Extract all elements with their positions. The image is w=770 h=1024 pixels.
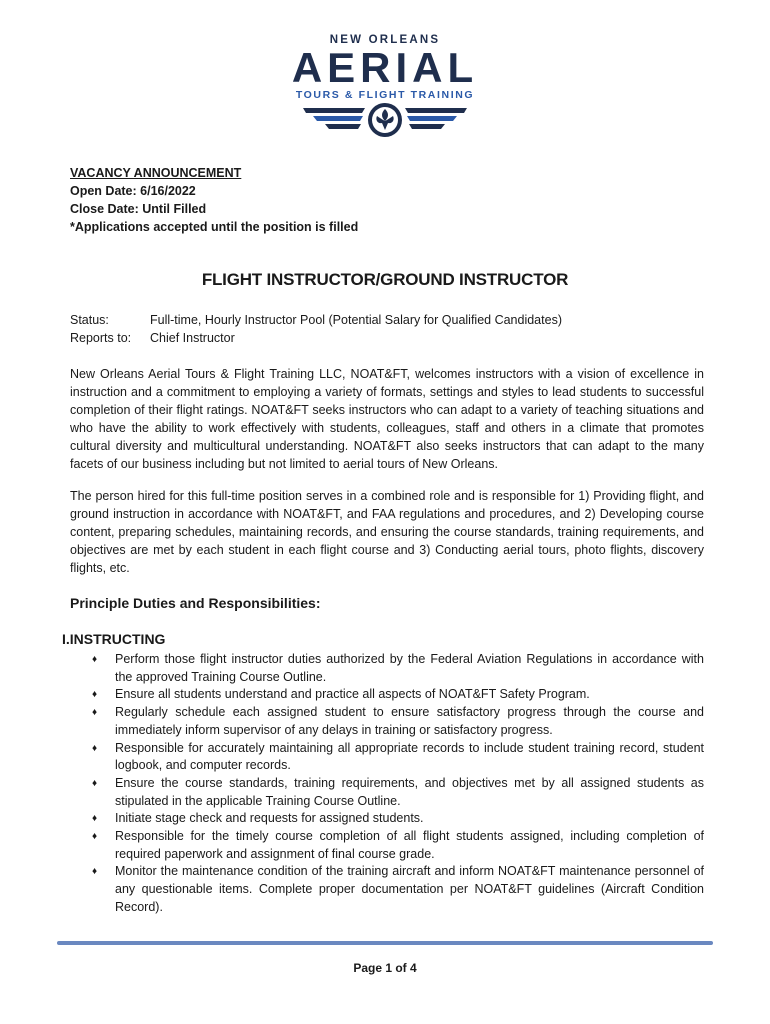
section-title: I.INSTRUCTING bbox=[62, 631, 166, 647]
vacancy-heading: VACANCY ANNOUNCEMENT bbox=[70, 166, 242, 180]
list-item: ♦ Responsible for accurately maintaining all appropriate records to include student training record, student logbook, and computer records. bbox=[92, 740, 704, 773]
applications-note: *Applications accepted until the position is filled bbox=[70, 220, 359, 234]
list-item: ♦ Perform those flight instructor duties authorized by the Federal Aviation Regulations in accordance with the approved Training Course Outline. bbox=[92, 652, 704, 684]
list-item: ♦ Ensure all students understand and practice all aspects of NOAT&FT Safety Program. bbox=[92, 686, 704, 704]
duties-list bbox=[92, 651, 704, 917]
open-date: Open Date: 6/16/2022 bbox=[70, 184, 196, 198]
logo-line2: AERIAL bbox=[291, 44, 479, 91]
reports-to-label: Reports to: bbox=[70, 331, 132, 345]
bullet-icon: ♦ bbox=[92, 742, 98, 754]
intro-paragraph: New Orleans Aerial Tours & Flight Training LLC, NOAT&FT, welcomes instructors with a vision of excellence in instruction and a commitment to employing a variety of formats, settings and styles to lead students to successful completion of their flight ratings. NOAT&FT seeks instructors who can adapt to a variety of teaching situations and who have the ability to work effectively with students, colleagues, staff and others in a climate that promotes cultural diversity and multicultural understanding. NOAT&FT also seeks instructors that can adapt to the many facets of our business including but not limited to aerial tours of New Orleans. bbox=[70, 367, 704, 471]
job-title: FLIGHT INSTRUCTOR/GROUND INSTRUCTOR bbox=[201, 270, 569, 289]
close-date: Close Date: Until Filled bbox=[70, 202, 207, 216]
bullet-icon: ♦ bbox=[92, 813, 98, 825]
bullet-icon: ♦ bbox=[92, 654, 98, 665]
bullet-icon: ♦ bbox=[92, 689, 98, 701]
bullet-icon: ♦ bbox=[92, 866, 98, 878]
logo-graphic bbox=[265, 28, 505, 148]
page-number: Page 1 of 4 bbox=[353, 961, 417, 975]
job-meta bbox=[70, 311, 562, 347]
wings-icon bbox=[303, 103, 467, 137]
vacancy-block bbox=[70, 164, 358, 236]
list-item: ♦ Ensure the course standards, training requirements, and objectives met by all assigned students as stipulated in the applicable Training Course Outline. bbox=[92, 775, 704, 808]
duties-heading: Principle Duties and Responsibilities: bbox=[70, 595, 321, 611]
role-paragraph: The person hired for this full-time position serves in a combined role and is responsible for 1) Providing flight, and ground instruction in accordance with NOAT&FT, and FAA regulations and procedures, and 2) Developing course content, preparing schedules, maintaining records, and ensuring the course standards, training requirements, and objectives are met by each student in each flight course and 3) Conducting aerial tours, photo flights, discovery flights, etc. bbox=[70, 489, 704, 575]
status-value: Full-time, Hourly Instructor Pool (Potential Salary for Qualified Candidates) bbox=[150, 313, 562, 327]
list-item: ♦ Responsible for the timely course completion of all flight students assigned, including completion of required paperwork and assignment of final course grade. bbox=[92, 829, 704, 861]
list-item: ♦ Monitor the maintenance condition of the training aircraft and inform NOAT&FT maintenance personnel of any questionable items. Complete proper documentation per NOAT&FT guidelines (Aircraft Condition Record). bbox=[92, 864, 704, 914]
bullet-icon: ♦ bbox=[92, 777, 98, 789]
bullet-icon: ♦ bbox=[92, 831, 98, 843]
list-item: ♦ Initiate stage check and requests for assigned students. bbox=[92, 810, 704, 828]
bullet-icon: ♦ bbox=[92, 707, 98, 719]
reports-to-value: Chief Instructor bbox=[150, 331, 235, 345]
footer-divider bbox=[57, 941, 713, 945]
logo-line1: NEW ORLEANS bbox=[329, 34, 441, 46]
logo-line3: TOURS & FLIGHT TRAINING bbox=[295, 89, 475, 101]
list-item: ♦ Regularly schedule each assigned student to ensure satisfactory progress through the course and immediately inform supervisor of any delays in training or satisfactory progress. bbox=[92, 705, 704, 737]
company-logo bbox=[0, 28, 770, 148]
status-label: Status: bbox=[70, 313, 109, 327]
